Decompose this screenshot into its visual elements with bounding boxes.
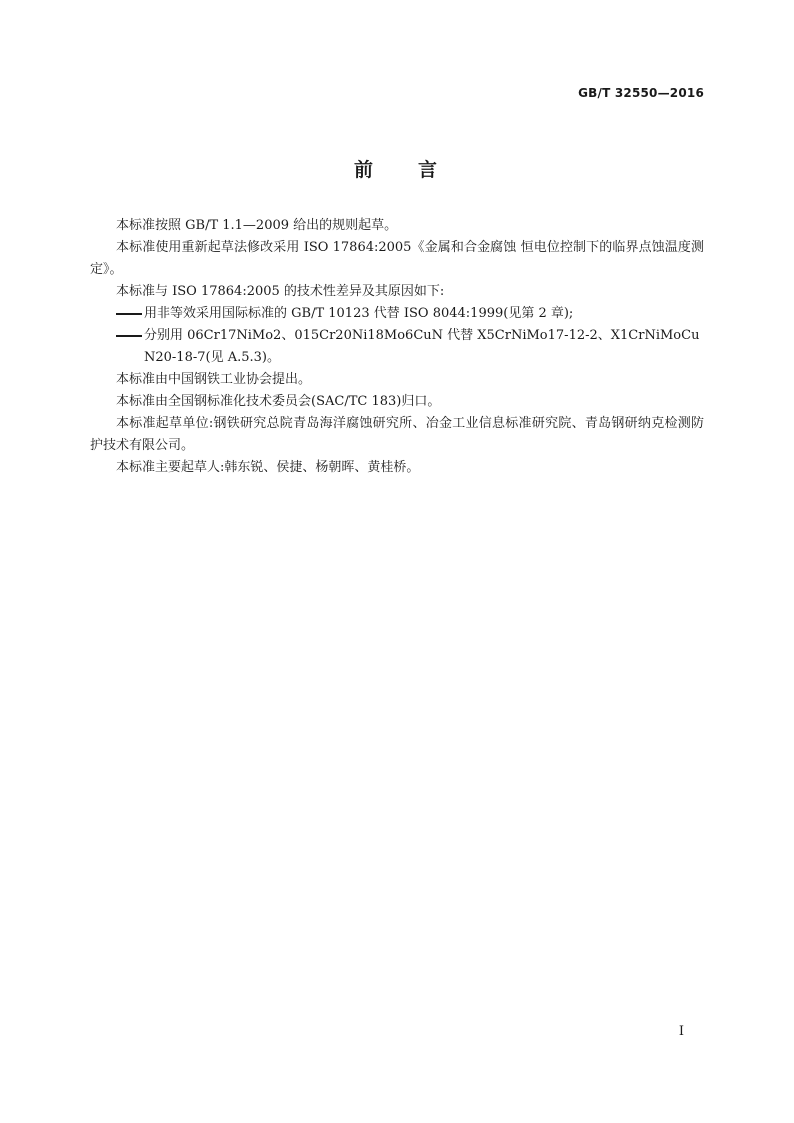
title-char-2: 言 xyxy=(418,159,441,181)
standard-number: GB/T 32550—2016 xyxy=(578,86,704,100)
paragraph-drafting-units: 本标准起草单位:钢铁研究总院青岛海洋腐蚀研究所、冶金工业信息标准研究院、青岛钢研纳克检测防护技术有限公司。 xyxy=(90,416,704,453)
paragraph-drafters: 本标准主要起草人:韩东锐、侯捷、杨朝晖、黄桂桥。 xyxy=(116,460,420,475)
paragraph-drafting-rules: 本标准按照 GB/T 1.1—2009 给出的规则起草。 xyxy=(116,218,398,233)
page-number: I xyxy=(678,1024,684,1039)
page-title xyxy=(0,155,794,182)
paragraph-differences-intro: 本标准与 ISO 17864:2005 的技术性差异及其原因如下: xyxy=(116,284,445,299)
paragraph-adoption: 本标准使用重新起草法修改采用 ISO 17864:2005《金属和合金腐蚀 恒电位控制下的临界点蚀温度测定》。 xyxy=(90,240,704,277)
title-char-1: 前 xyxy=(353,159,376,181)
difference-item: 用非等效采用国际标准的 GB/T 10123 代替 ISO 8044:1999(见第 2 章); xyxy=(90,303,704,325)
paragraph-proposed-by: 本标准由中国钢铁工业协会提出。 xyxy=(116,372,312,387)
foreword-body xyxy=(90,215,704,479)
paragraph-under-jurisdiction: 本标准由全国钢标准化技术委员会(SAC/TC 183)归口。 xyxy=(116,394,441,409)
difference-item: 分别用 06Cr17NiMo2、015Cr20Ni18Mo6CuN 代替 X5CrNiMo17-12-2、X1CrNiMoCuN20-18-7(见 A.5.3)。 xyxy=(90,325,704,369)
